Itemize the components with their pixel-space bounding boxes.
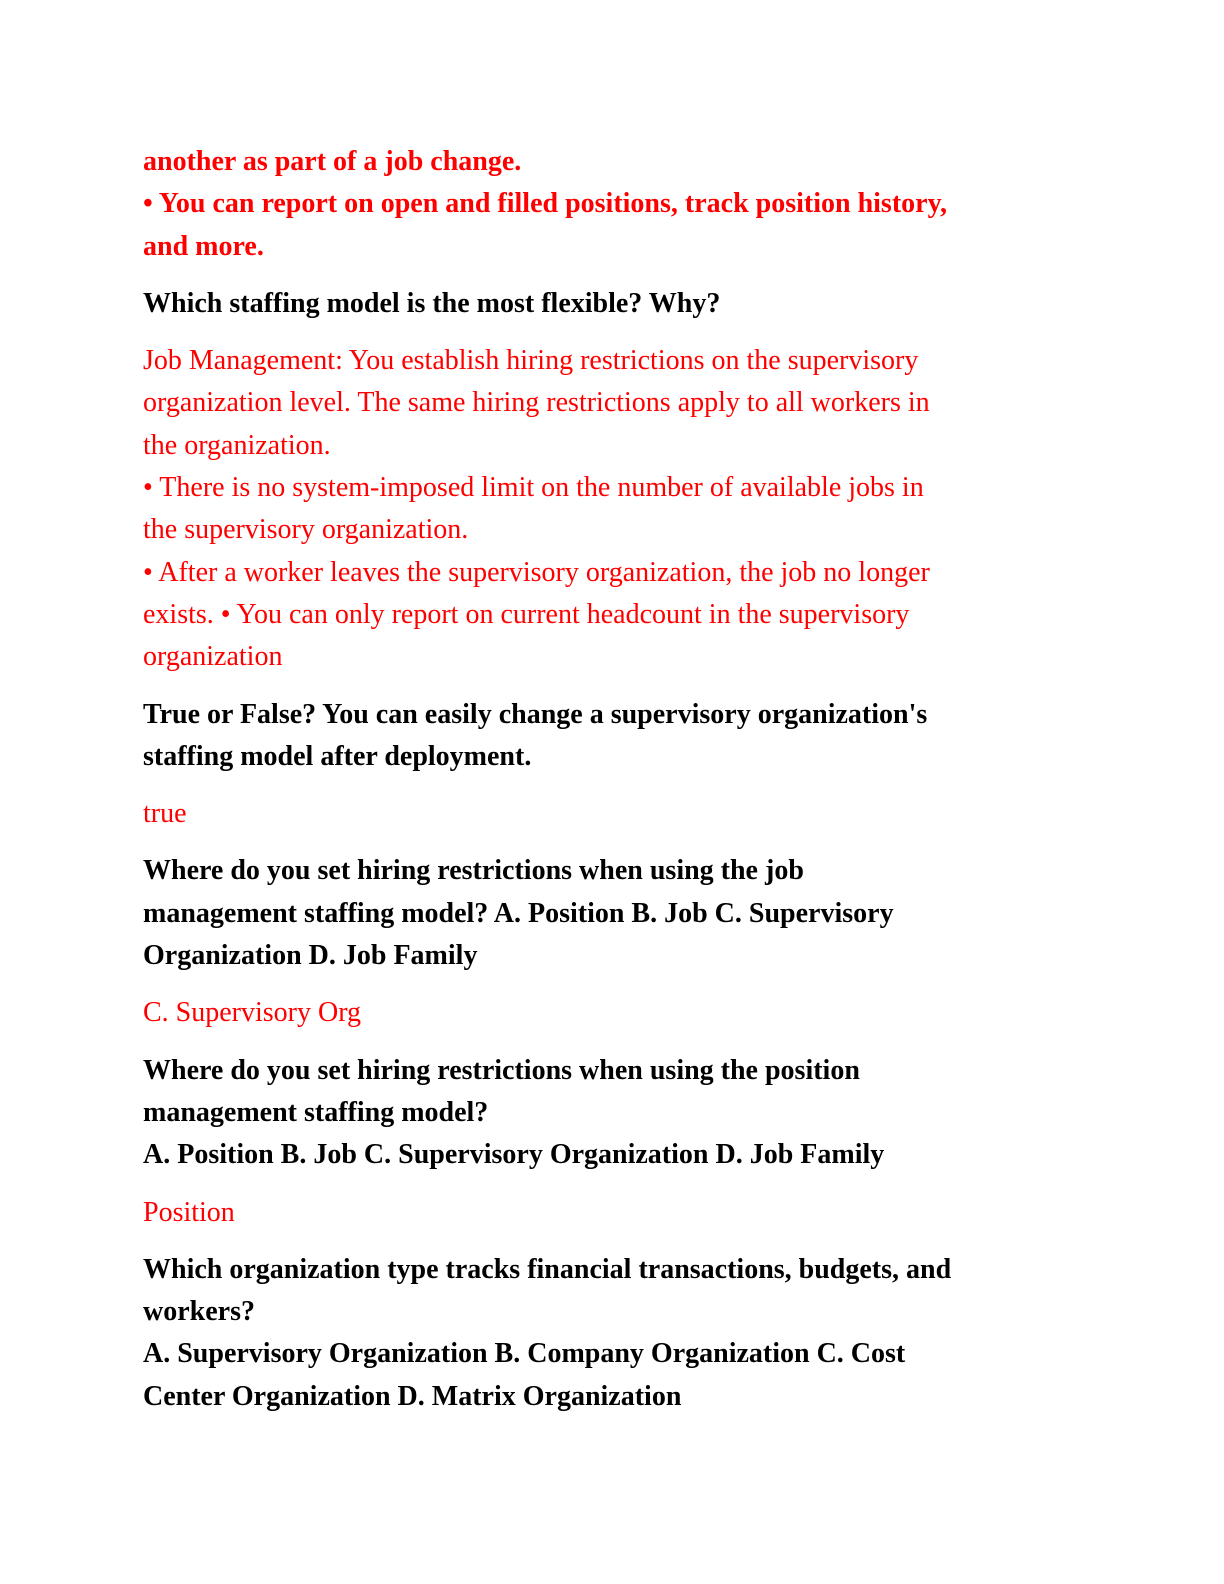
answer-line: and more. [143,230,264,262]
question-line: management staffing model? A. Position B. Job C. Supervisory [143,897,894,929]
answer-line: Job Management: You establish hiring restrictions on the supervisory [143,345,919,377]
question-line: A. Supervisory Organization B. Company Organization C. Cost [143,1338,906,1370]
answer-line: • You can report on open and filled positions, track position history, [143,188,948,220]
question-line: Which organization type tracks financial transactions, budgets, and [143,1253,952,1285]
question-2 [143,694,1073,779]
answer-line: • After a worker leaves the supervisory organization, the job no longer [143,556,930,588]
question-line: Organization D. Job Family [143,940,478,972]
answer-line: another as part of a job change. [143,146,522,177]
answer-line: the supervisory organization. [143,514,469,546]
answer-line: organization level. The same hiring restrictions apply to all workers in [143,387,930,419]
question-line: Where do you set hiring restrictions when using the position [143,1054,860,1086]
answer-line: the organization. [143,429,331,461]
question-line: Where do you set hiring restrictions when using the job [143,855,804,887]
answer-3 [143,992,1073,1034]
answer-line: Position [143,1196,235,1228]
question-line: True or False? You can easily change a supervisory organization's [143,698,928,730]
question-line: A. Position B. Job C. Supervisory Organization D. Job Family [143,1139,885,1171]
question-4 [143,1050,1073,1177]
question-5 [143,1249,1073,1418]
question-line: Which staffing model is the most flexible? Why? [143,287,721,319]
answer-line: organization [143,641,283,673]
answer-line: • There is no system-imposed limit on the number of available jobs in [143,472,924,504]
answer-1 [143,340,1073,678]
answer-line: true [143,798,187,830]
question-line: management staffing model? [143,1096,489,1128]
document-page [143,141,1073,1418]
answer-4 [143,1192,1073,1234]
continued-answer [143,141,1073,268]
answer-line: exists. • You can only report on current headcount in the supervisory [143,598,910,630]
question-line: staffing model after deployment. [143,740,532,772]
answer-line: C. Supervisory Org [143,997,362,1029]
question-3 [143,850,1073,977]
question-1 [143,283,1073,325]
question-line: Center Organization D. Matrix Organization [143,1380,682,1412]
answer-2 [143,793,1073,835]
question-line: workers? [143,1296,255,1328]
